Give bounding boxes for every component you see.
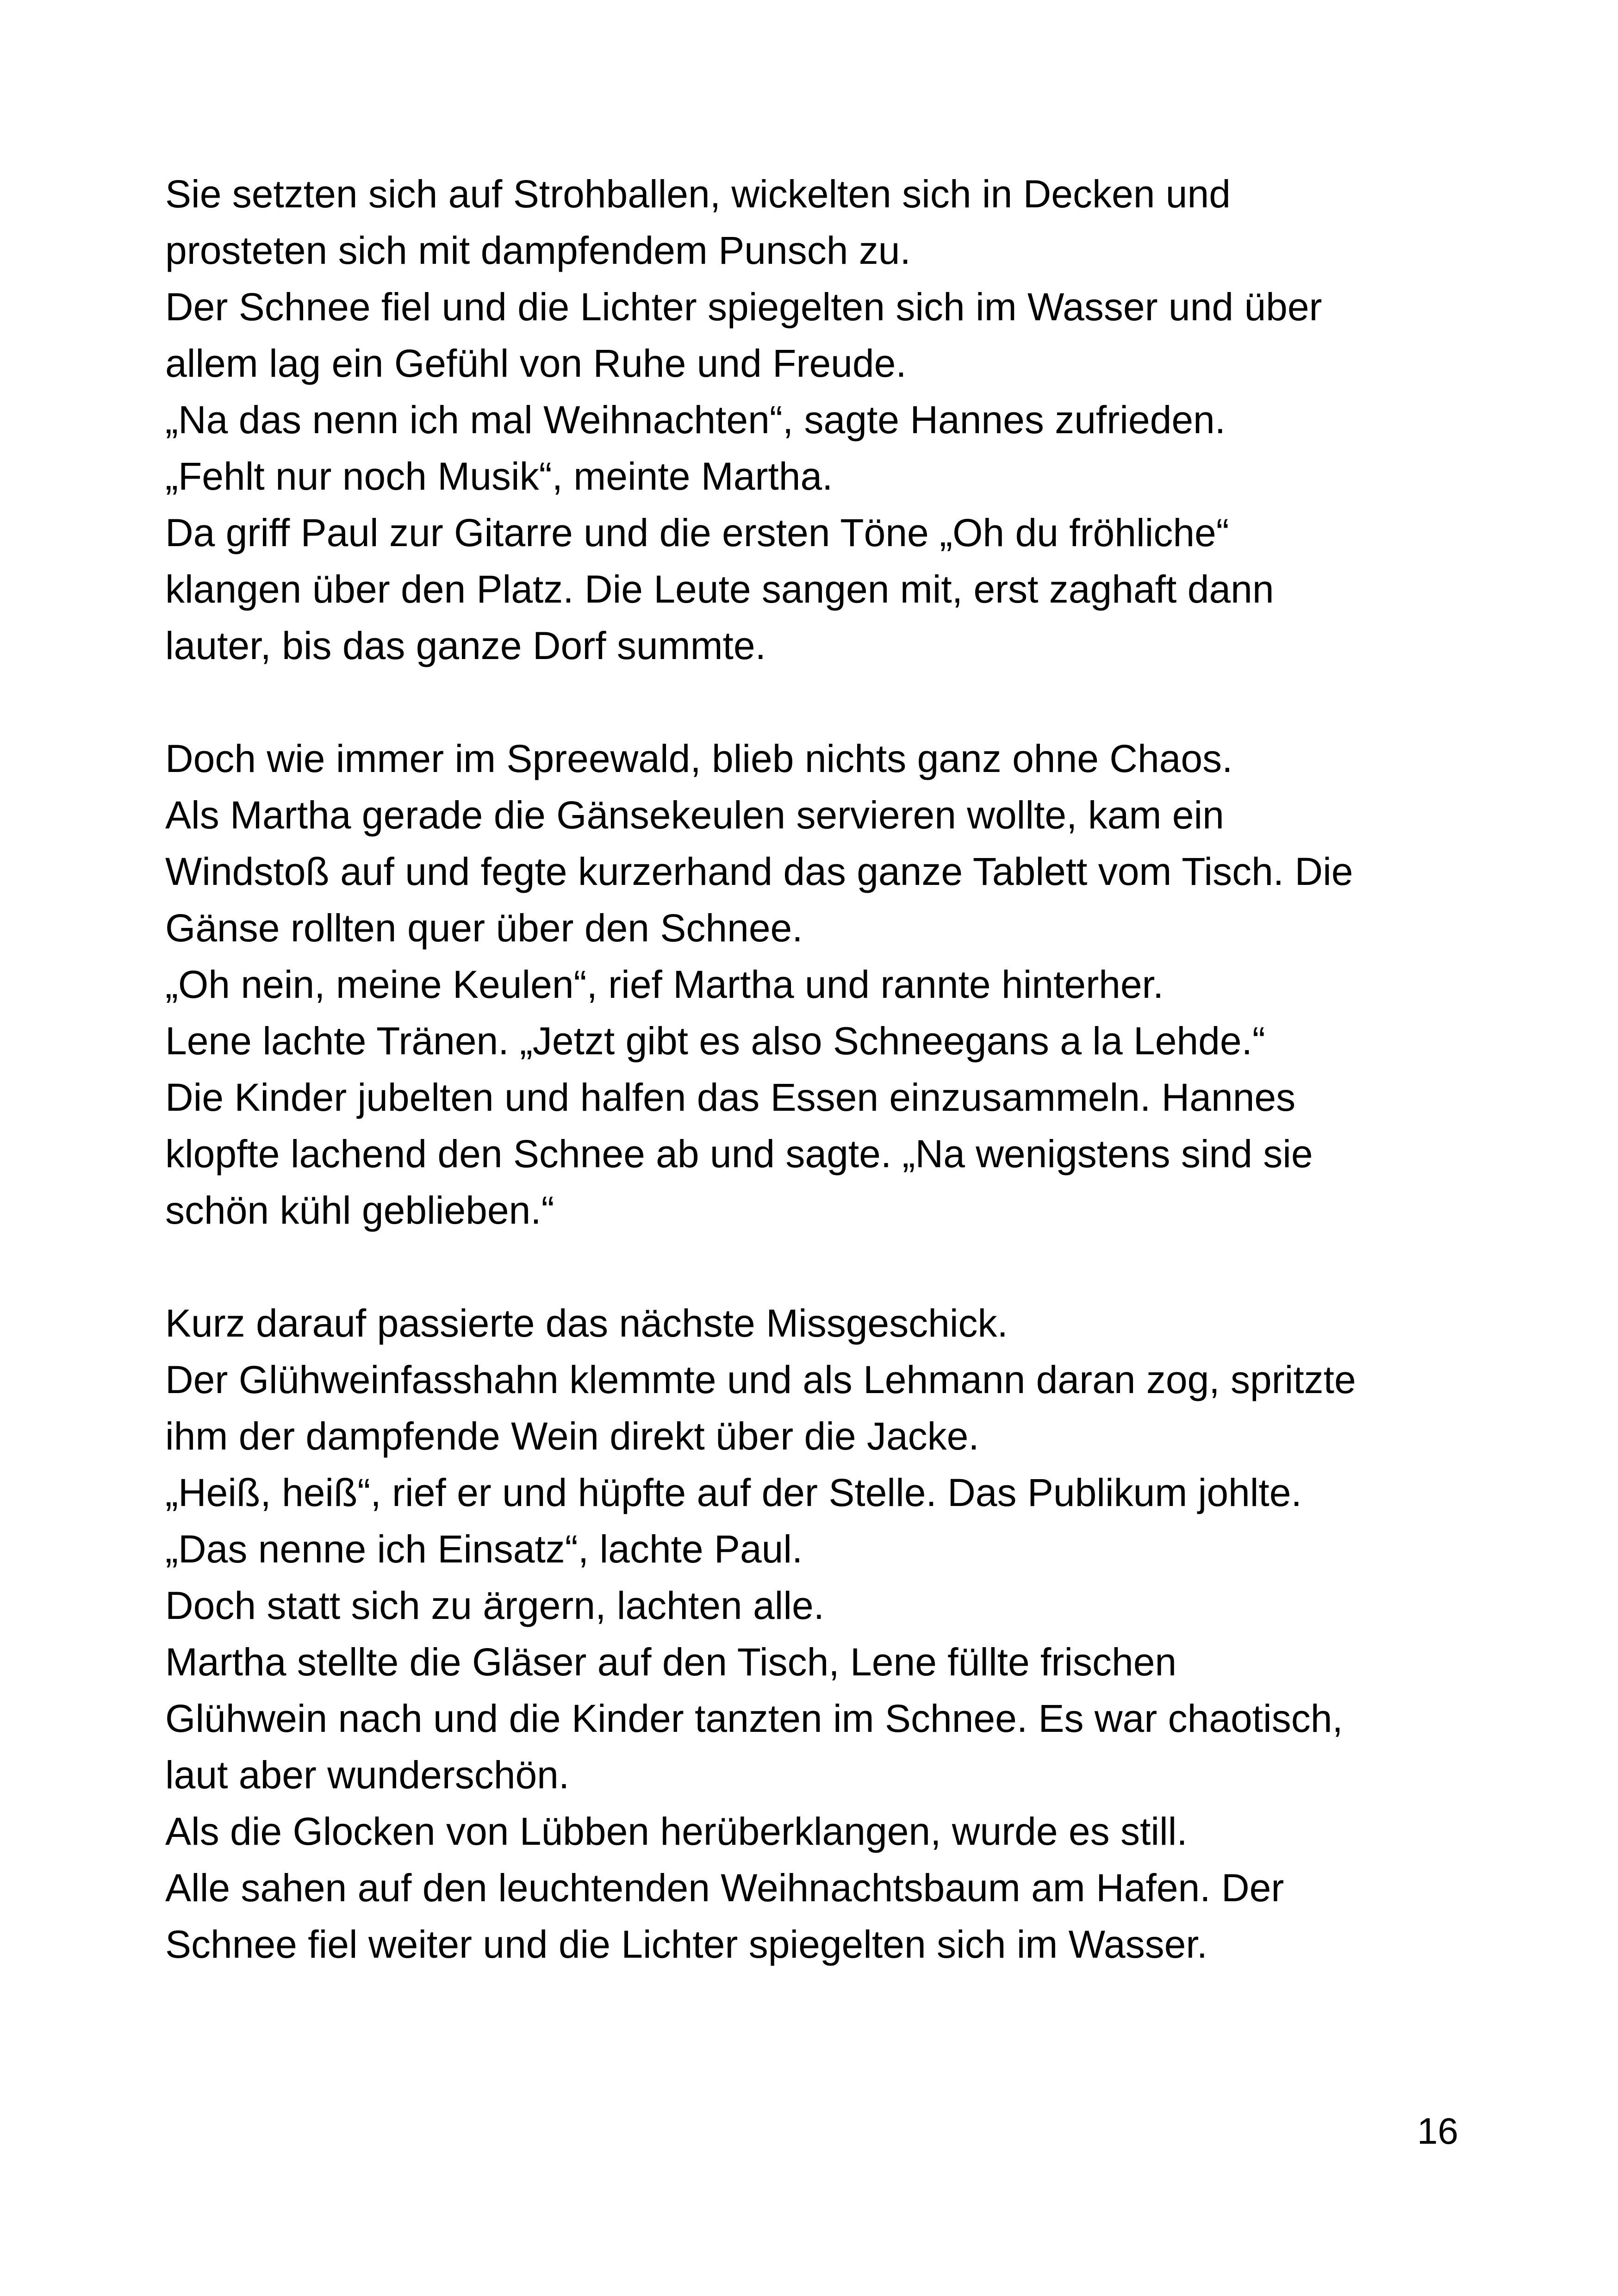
text-line: Lene lachte Tränen. „Jetzt gibt es also Schneegans a la Lehde.“: [165, 1019, 1265, 1063]
text-line: Schnee fiel weiter und die Lichter spiegelten sich im Wasser.: [165, 1923, 1208, 1966]
text-line: Da griff Paul zur Gitarre und die ersten Töne „Oh du fröhliche“: [165, 511, 1229, 554]
text-line: schön kühl geblieben.“: [165, 1188, 554, 1232]
text-line: klopfte lachend den Schnee ab und sagte. „Na wenigstens sind sie: [165, 1132, 1313, 1176]
text-line: Kurz darauf passierte das nächste Missgeschick.: [165, 1301, 1008, 1345]
text-line: klangen über den Platz. Die Leute sangen mit, erst zaghaft dann: [165, 567, 1274, 611]
text-line: allem lag ein Gefühl von Ruhe und Freude.: [165, 342, 907, 385]
text-line: Windstoß auf und fegte kurzerhand das ganze Tablett vom Tisch. Die: [165, 850, 1353, 893]
paragraph-gap: [165, 674, 1507, 730]
text-line: Doch statt sich zu ärgern, lachten alle.: [165, 1584, 825, 1627]
body-text: [165, 166, 1507, 1972]
text-line: Glühwein nach und die Kinder tanzten im Schnee. Es war chaotisch,: [165, 1697, 1343, 1740]
text-line: Gänse rollten quer über den Schnee.: [165, 906, 803, 950]
text-line: Der Glühweinfasshahn klemmte und als Lehmann daran zog, spritzte: [165, 1358, 1356, 1401]
text-line: „Fehlt nur noch Musik“, meinte Martha.: [165, 454, 833, 498]
text-line: Der Schnee fiel und die Lichter spiegelten sich im Wasser und über: [165, 285, 1322, 329]
text-line: laut aber wunderschön.: [165, 1753, 570, 1797]
text-line: Alle sahen auf den leuchtenden Weihnachtsbaum am Hafen. Der: [165, 1866, 1284, 1910]
text-line: Die Kinder jubelten und halfen das Essen einzusammeln. Hannes: [165, 1076, 1296, 1119]
text-line: lauter, bis das ganze Dorf summte.: [165, 624, 766, 667]
page-number: 16: [1417, 2110, 1458, 2152]
text-line: „Na das nenn ich mal Weihnachten“, sagte Hannes zufrieden.: [165, 398, 1226, 442]
text-line: „Heiß, heiß“, rief er und hüpfte auf der Stelle. Das Publikum johlte.: [165, 1471, 1302, 1514]
paragraph-gap: [165, 1238, 1507, 1295]
text-line: prosteten sich mit dampfendem Punsch zu.: [165, 229, 911, 272]
text-line: Sie setzten sich auf Strohballen, wickelten sich in Decken und: [165, 172, 1231, 216]
text-line: ihm der dampfende Wein direkt über die Jacke.: [165, 1414, 979, 1458]
text-line: „Das nenne ich Einsatz“, lachte Paul.: [165, 1527, 803, 1571]
text-line: Als Martha gerade die Gänsekeulen servieren wollte, kam ein: [165, 793, 1224, 837]
text-line: „Oh nein, meine Keulen“, rief Martha und rannte hinterher.: [165, 963, 1164, 1006]
text-line: Als die Glocken von Lübben herüberklangen, wurde es still.: [165, 1810, 1188, 1853]
text-line: Martha stellte die Gläser auf den Tisch, Lene füllte frischen: [165, 1640, 1177, 1684]
text-line: Doch wie immer im Spreewald, blieb nichts ganz ohne Chaos.: [165, 737, 1233, 780]
